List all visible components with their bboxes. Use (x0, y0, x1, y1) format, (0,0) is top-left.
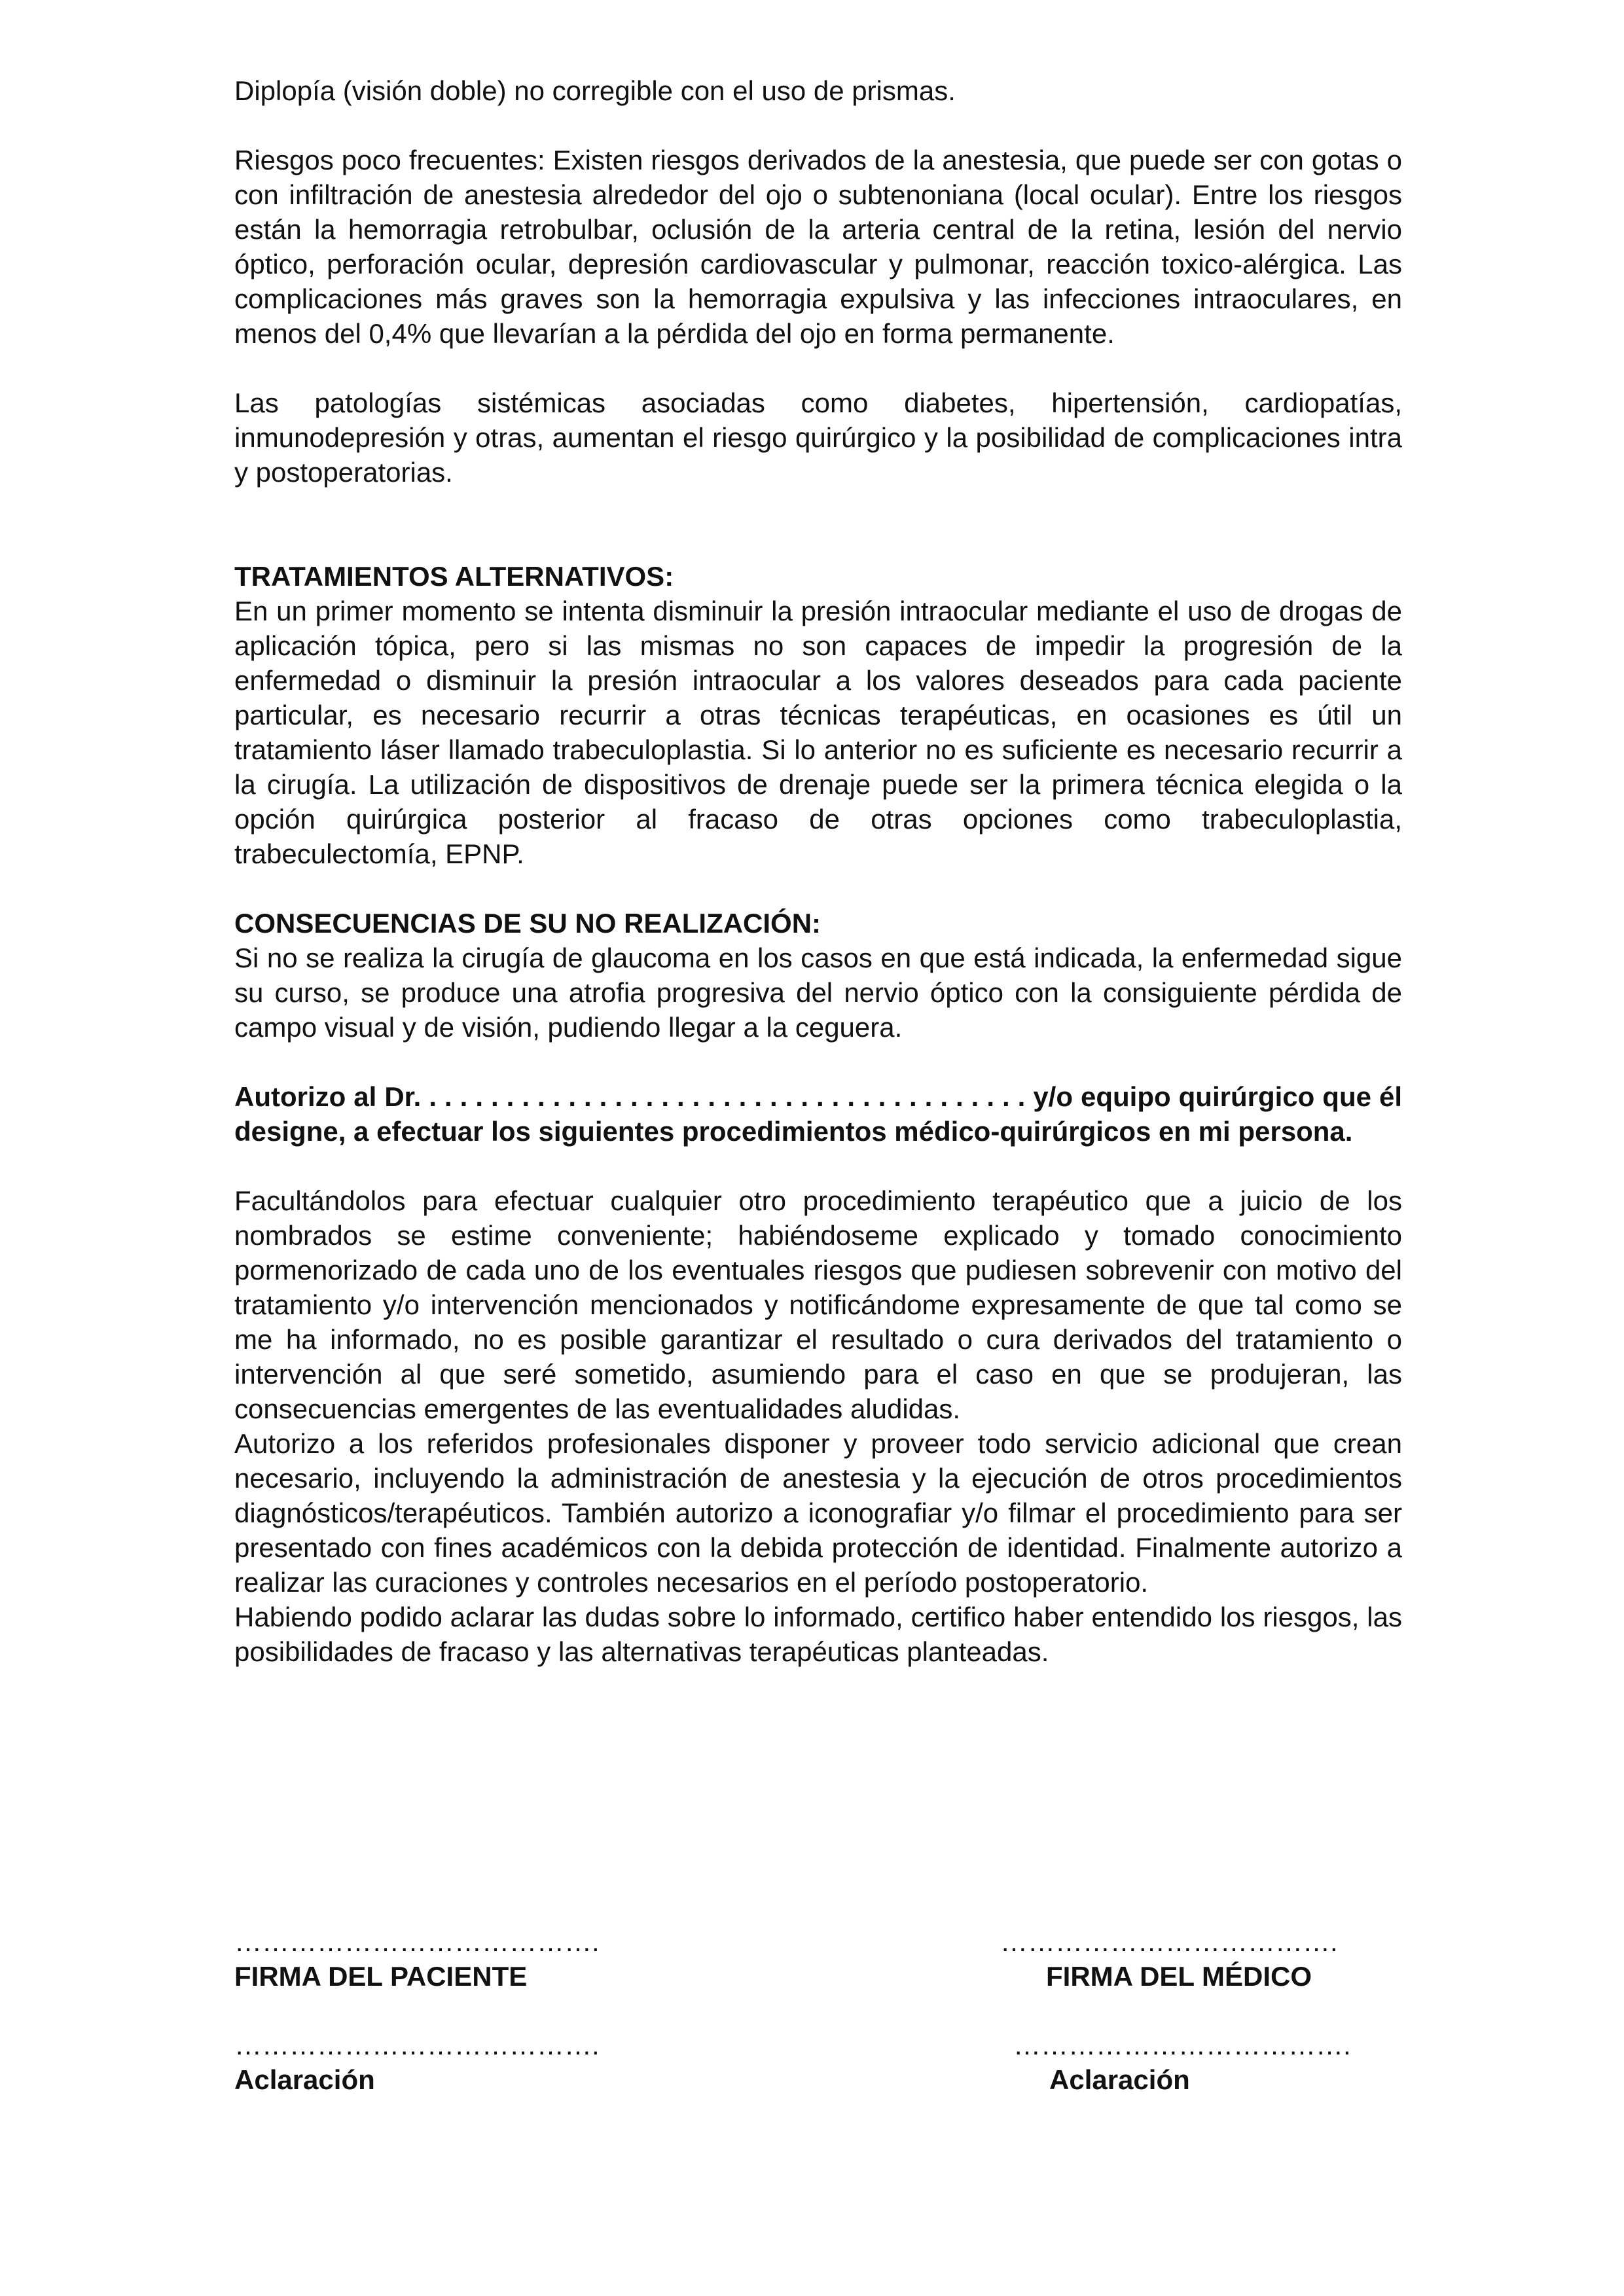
autorizo-paragraph: Autorizo a los referidos profesionales disponer y proveer todo servicio adicional que crean necesario, incluyendo la administración de anestesia y la ejecución de otros procedimientos diagnósticos/terapéuticos. También autorizo a iconografiar y/o filmar el procedimiento para ser presentado con fines académicos con la debida protección de identidad. Finalmente autorizo a realizar las curaciones y controles necesarios en el período postoperatorio. (234, 1428, 1402, 1598)
patient-signature-line: …………………………………. (234, 1926, 600, 1957)
infrequent-risks-paragraph: Riesgos poco frecuentes: Existen riesgos derivados de la anestesia, que puede ser con gotas o con infiltración de anestesia alrededor del ojo o subtenoniana (local ocular). Entre los riesgos están la hemorragia retrobulbar, oclusión de la arteria central de la retina, lesión del nervio óptico, perforación ocular, depresión cardiovascular y pulmonar, reacción toxico-alérgica. Las complicaciones más graves son la hemorragia expulsiva y las infecciones intraoculares, en menos del 0,4% que llevarían a la pérdida del ojo en forma permanente. (234, 145, 1402, 349)
systemic-pathologies-paragraph: Las patologías sistémicas asociadas como diabetes, hipertensión, cardiopatías, inmunodepresión y otras, aumentan el riesgo quirúrgico y la posibilidad de complicaciones intra y postoperatorias. (234, 387, 1402, 488)
consequences-heading: CONSECUENCIAS DE SU NO REALIZACIÓN: (234, 908, 821, 939)
document-body (234, 73, 1402, 1669)
patient-clarification-line: …………………………………. (234, 2030, 600, 2060)
habiendo-paragraph: Habiendo podido aclarar las dudas sobre lo informado, certifico haber entendido los riesgos, las posibilidades de fracaso y las alternativas terapéuticas planteadas. (234, 1602, 1402, 1667)
patient-clarification-label: Aclaración (234, 2064, 375, 2095)
alternatives-paragraph: En un primer momento se intenta disminuir la presión intraocular mediante el uso de drogas de aplicación tópica, pero si las mismas no son capaces de impedir la progresión de la enfermedad o disminuir la presión intraocular a los valores deseados para cada paciente particular, es necesario recurrir a otras técnicas terapéuticas, en ocasiones es útil un tratamiento láser llamado trabeculoplastia. Si lo anterior no es suficiente es necesario recurrir a la cirugía. La utilización de dispositivos de drenaje puede ser la primera técnica elegida o la opción quirúrgica posterior al fracaso de otras opciones como trabeculoplastia, trabeculectomía, EPNP. (234, 596, 1402, 869)
facultando-paragraph: Facultándolos para efectuar cualquier otro procedimiento terapéutico que a juicio de los nombrados se estime conveniente; habiéndoseme explicado y tomado conocimiento pormenorizado de cada uno de los eventuales riesgos que pudiesen sobrevenir con motivo del tratamiento y/o intervención mencionados y notificándome expresamente de que tal como se me ha informado, no es posible garantizar el resultado o cura derivados del tratamiento o intervención al que seré sometido, asumiendo para el caso en que se produjeran, las consecuencias emergentes de las eventualidades aludidas. (234, 1185, 1402, 1424)
alternatives-heading: TRATAMIENTOS ALTERNATIVOS: (234, 561, 674, 592)
doctor-signature-line: ………………………………. (1000, 1926, 1338, 1957)
doctor-signature (1000, 1924, 1338, 1994)
patient-clarification (234, 2028, 600, 2097)
doctor-signature-label: FIRMA DEL MÉDICO (1046, 1961, 1312, 1992)
diplopia-paragraph: Diplopía (visión doble) no corregible con el uso de prismas. (234, 75, 956, 106)
patient-signature-label: FIRMA DEL PACIENTE (234, 1961, 528, 1992)
doctor-clarification-line: ………………………………. (1013, 2030, 1351, 2060)
doctor-clarification-label: Aclaración (1049, 2064, 1190, 2095)
authorization-paragraph: Autorizo al Dr. . . . . . . . . . . . . . . . . . . . . . . . . . . . . . . . . . . . . . . . y/o equipo quirúrgico que él designe, a efectuar los siguientes procedimientos médico-quirúrgicos en mi persona. (234, 1081, 1402, 1147)
doctor-clarification (1013, 2028, 1351, 2097)
patient-signature (234, 1924, 600, 1994)
consequences-paragraph: Si no se realiza la cirugía de glaucoma en los casos en que está indicada, la enfermedad sigue su curso, se produce una atrofia progresiva del nervio óptico con la consiguiente pérdida de campo visual y de visión, pudiendo llegar a la ceguera. (234, 942, 1402, 1043)
